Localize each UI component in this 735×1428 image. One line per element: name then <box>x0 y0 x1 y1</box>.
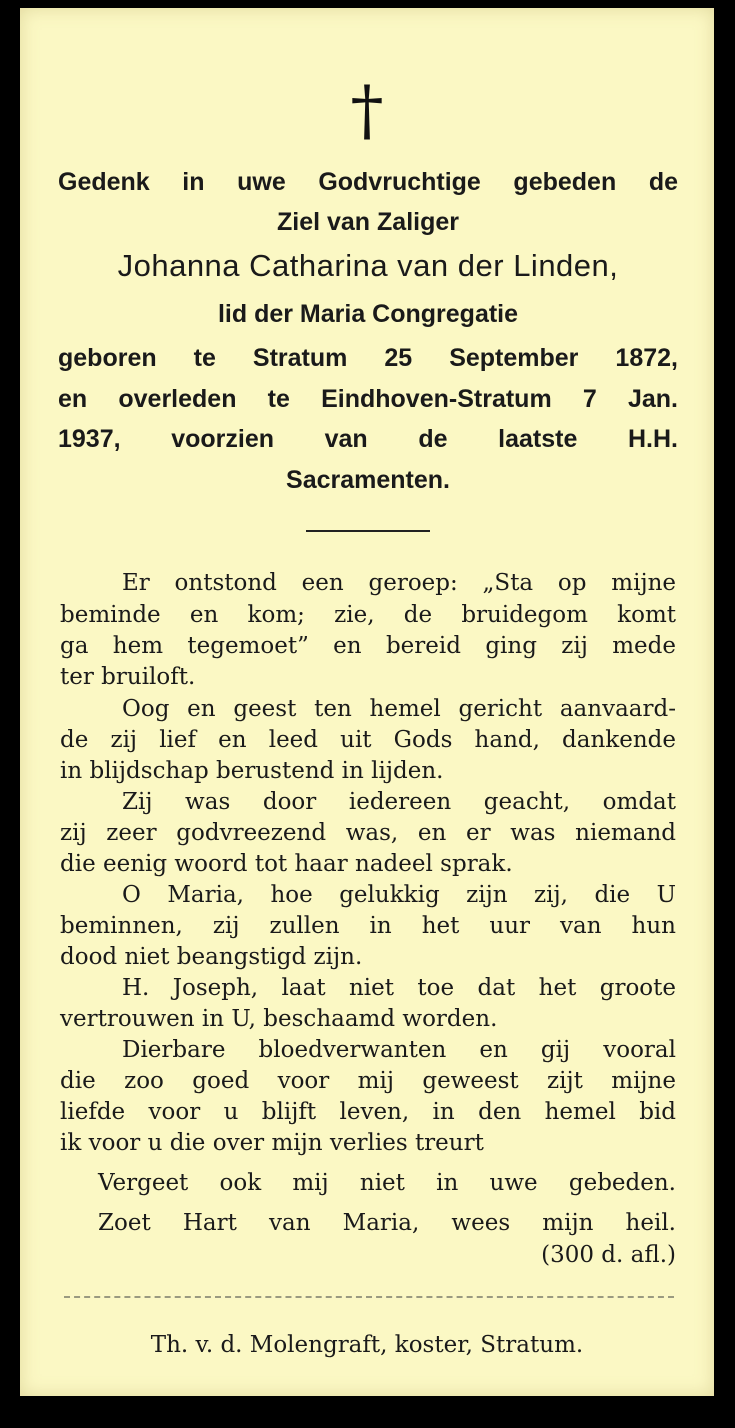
body-line-11: O Maria, hoe gelukkig zijn zij, die U <box>122 882 676 908</box>
death-line: en overleden te Eindhoven-Stratum 7 Jan. <box>58 385 678 413</box>
body-line-16: Dierbare bloedverwanten en gij vooral <box>122 1037 676 1063</box>
body-line-17: die zoo goed voor mij geweest zijt mijne <box>60 1068 676 1094</box>
deceased-name: Johanna Catharina van der Linden, <box>117 248 619 283</box>
body-line-3: ga hem tegemoet” en bereid ging zij mede <box>60 633 676 659</box>
body-line-20: Vergeet ook mij niet in uwe gebeden. <box>98 1170 676 1196</box>
body-line-19: ik voor u die over mijn verlies treurt <box>60 1130 484 1156</box>
body-line-4: ter bruiloft. <box>60 664 196 690</box>
body-line-13: dood niet beangstigd zijn. <box>60 944 363 970</box>
divider <box>306 530 430 532</box>
body-line-7: in blijdschap berustend in lijden. <box>60 758 444 784</box>
memorial-card <box>20 8 714 1396</box>
body-line-2: beminde en kom; zie, de bruidegom komt <box>60 602 676 628</box>
birth-line: geboren te Stratum 25 September 1872, <box>58 344 678 372</box>
printer-credit: Th. v. d. Molengraft, koster, Stratum. <box>150 1332 584 1358</box>
heading-line-4: lid der Maria Congregatie <box>217 300 519 328</box>
heading-line-1: Gedenk in uwe Godvruchtige gebeden de <box>58 168 678 196</box>
body-line-5: Oog en geest ten hemel gericht aanvaard- <box>122 696 676 722</box>
heading-line-8: Sacramenten. <box>286 466 450 494</box>
body-line-10: die eenig woord tot haar nadeel sprak. <box>60 851 513 877</box>
footer-divider <box>64 1296 674 1298</box>
body-line-15: vertrouwen in U, beschaamd worden. <box>60 1006 498 1032</box>
body-line-12: beminnen, zij zullen in het uur van hun <box>60 913 676 939</box>
body-line-18: liefde voor u blijft leven, in den hemel bid <box>60 1099 676 1125</box>
body-line-21: Zoet Hart van Maria, wees mijn heil. <box>98 1210 676 1236</box>
body-line-6: de zij lief en leed uit Gods hand, dankende <box>60 727 676 753</box>
heading-line-2: Ziel van Zaliger <box>276 208 459 236</box>
cross-icon: † <box>350 72 384 149</box>
body-line-14: H. Joseph, laat niet toe dat het groote <box>122 975 676 1001</box>
indulgence-note: (300 d. afl.) <box>541 1242 676 1268</box>
heading-line-7: 1937, voorzien van de laatste H.H. <box>58 425 678 453</box>
body-line-8: Zij was door iedereen geacht, omdat <box>122 789 676 815</box>
body-line-9: zij zeer godvreezend was, en er was niemand <box>60 820 676 846</box>
body-line-1: Er ontstond een geroep: „Sta op mijne <box>122 570 676 596</box>
